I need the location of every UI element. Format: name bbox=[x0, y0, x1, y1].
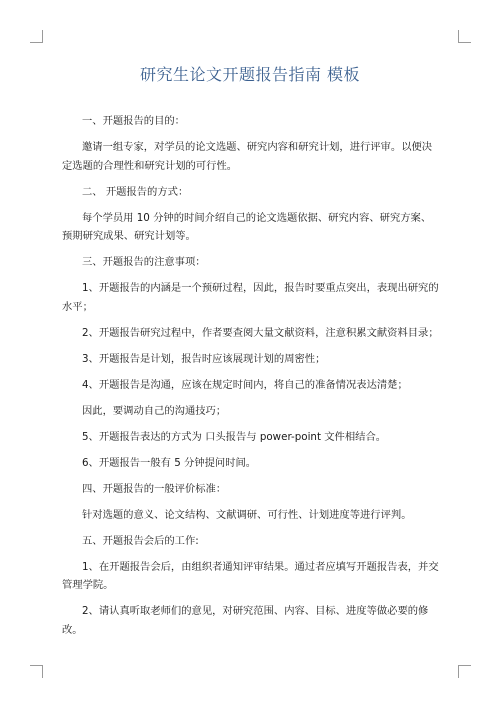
section-heading-purpose: 一、开题报告的目的： bbox=[82, 115, 185, 127]
list-item-followup-2: 2、请认真听取老师们的意见，对研究范围、内容、目标、进度等做必要的修改。 bbox=[62, 605, 429, 636]
list-item-note-4-continued: 因此，要调动自己的沟通技巧； bbox=[82, 404, 227, 417]
crop-mark-top-right bbox=[458, 30, 471, 43]
list-item-followup-1: 1、在开题报告会后，由组织者通知评审结果。通过者应填写开题报告表，并交管理学院。 bbox=[62, 560, 439, 591]
crop-mark-bottom-right bbox=[458, 665, 471, 678]
crop-mark-bottom-left bbox=[30, 665, 43, 678]
list-item-note-1: 1、开题报告的内涵是一个预研过程，因此，报告时要重点突出，表现出研究的水平； bbox=[62, 282, 439, 313]
list-item-note-3: 3、开题报告是计划，报告时应该展现计划的周密性； bbox=[82, 352, 326, 365]
list-item-note-4: 4、开题报告是沟通，应该在规定时间内，将自己的准备情况表达清楚； bbox=[82, 378, 408, 391]
list-item-note-6: 6、开题报告一般有 5 分钟提问时间。 bbox=[82, 456, 257, 469]
paragraph-purpose: 邀请一组专家，对学员的论文选题、研究内容和研究计划，进行评审。以便决定选题的合理性和研究计划的可行性。 bbox=[62, 141, 433, 172]
list-item-note-5: 5、开题报告表达的方式为 口头报告与 power-point 文件相结合。 bbox=[82, 430, 387, 443]
section-heading-notes: 三、开题报告的注意事项： bbox=[82, 256, 206, 268]
section-heading-followup: 五、开题报告会后的工作: bbox=[82, 534, 199, 547]
document-body bbox=[62, 112, 440, 639]
section-heading-criteria: 四、开题报告的一般评价标准： bbox=[82, 482, 227, 495]
paragraph-criteria: 针对选题的意义、论文结构、文献调研、可行性、计划进度等进行评判。 bbox=[82, 508, 412, 521]
crop-mark-top-left bbox=[30, 30, 43, 43]
document-title: 研究生论文开题报告指南 模板 bbox=[139, 65, 361, 84]
paragraph-method: 每个学员用 10 分钟的时间介绍自己的论文选题依据、研究内容、研究方案、预期研究成果、研究计划等。 bbox=[62, 211, 432, 242]
list-item-note-2: 2、开题报告研究过程中，作者要查阅大量文献资料，注意积累文献资料目录； bbox=[82, 326, 439, 339]
section-heading-method: 二、 开题报告的方式： bbox=[82, 185, 189, 198]
